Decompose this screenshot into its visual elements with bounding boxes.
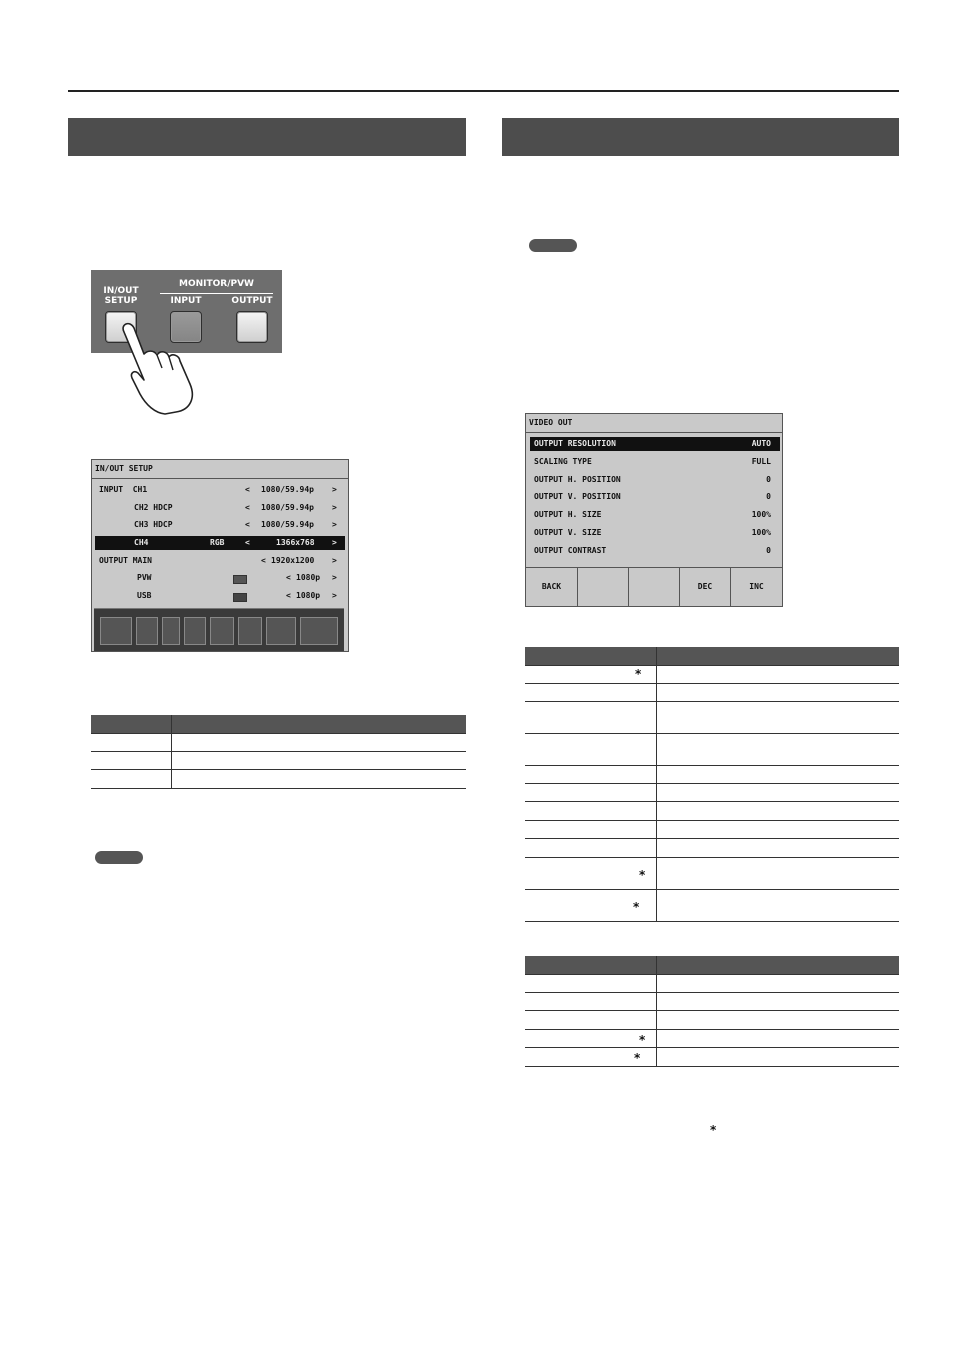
right-table-2-row-line (525, 1047, 899, 1048)
right-table-1-row-line (525, 921, 899, 922)
right-table-1-row-line (525, 820, 899, 821)
video-row-output-h-position[interactable]: OUTPUT H. POSITION 0 (534, 475, 771, 484)
left-table-row-line (91, 751, 466, 752)
video-row-output-v-size[interactable]: OUTPUT V. SIZE 100% (534, 528, 771, 537)
hand-press-icon (110, 310, 210, 415)
video-row-output-h-size[interactable]: OUTPUT H. SIZE 100% (534, 510, 771, 519)
screen-title: VIDEO OUT (526, 414, 782, 433)
asterisk-mark: * (633, 900, 640, 914)
video-row-scaling-type[interactable]: SCALING TYPE FULL (534, 457, 771, 466)
right-table-1-row-line (525, 733, 899, 734)
right-table-2-header (525, 956, 899, 974)
setup-row-output-main[interactable]: OUTPUT MAIN < 1920x1200 > (99, 556, 337, 565)
in-out-setup-label: IN/OUT SETUP (103, 286, 139, 306)
monitor-pvw-divider (160, 293, 273, 294)
left-table-row-line (91, 733, 466, 734)
right-table-1-row-line (525, 665, 899, 666)
video-row-output-v-position[interactable]: OUTPUT V. POSITION 0 (534, 492, 771, 501)
right-table-2-row-line (525, 992, 899, 993)
right-table-2-divider (656, 956, 657, 1066)
rear-panel-image (94, 608, 344, 651)
softkey-blank-2[interactable] (629, 568, 680, 606)
asterisk-mark: * (639, 1033, 646, 1047)
right-table-1-row-line (525, 801, 899, 802)
multiview-icon (233, 575, 247, 584)
right-table-2-row-line (525, 1029, 899, 1030)
setup-row-usb[interactable]: USB < 1080p > (137, 591, 337, 600)
right-table-1-row-line (525, 838, 899, 839)
video-row-output-contrast[interactable]: OUTPUT CONTRAST 0 (534, 546, 771, 555)
left-table-divider (171, 715, 172, 789)
header-rule (68, 90, 899, 92)
right-table-1-row-line (525, 683, 899, 684)
monitor-pvw-label: MONITOR/PVW (179, 279, 254, 289)
left-table-header (91, 715, 466, 733)
right-table-1-header (525, 647, 899, 665)
softkey-back[interactable]: BACK (526, 568, 578, 606)
asterisk-mark: * (635, 667, 642, 681)
right-table-1-row-line (525, 701, 899, 702)
right-table-1-row-line (525, 889, 899, 890)
output-label: OUTPUT (231, 296, 273, 306)
right-table-1-row-line (525, 783, 899, 784)
right-table-2-row-line (525, 1010, 899, 1011)
softkey-inc[interactable]: INC (749, 582, 764, 591)
input-label: INPUT (170, 296, 202, 306)
in-out-setup-screen (91, 459, 349, 652)
left-table-row-line (91, 769, 466, 770)
right-table-2-row-line (525, 1066, 899, 1067)
setup-row-ch4-selected[interactable]: CH4 RGB < 1366x768 > (95, 536, 345, 550)
softkey-bar (526, 567, 782, 606)
video-row-output-resolution[interactable]: OUTPUT RESOLUTION AUTO (530, 437, 780, 451)
softkey-blank-1[interactable] (578, 568, 629, 606)
right-table-2-row-line (525, 974, 899, 975)
setup-row-ch1[interactable]: INPUT CH1 < 1080/59.94p > (99, 485, 337, 494)
asterisk-mark: * (634, 1051, 641, 1065)
softkey-dec[interactable]: DEC (680, 568, 731, 606)
screen-title: IN/OUT SETUP (92, 460, 348, 479)
memo-badge-left (95, 851, 143, 864)
section-heading-bar-left (68, 118, 466, 156)
asterisk-mark: * (639, 868, 646, 882)
section-heading-bar-right (502, 118, 899, 156)
right-table-1-row-line (525, 765, 899, 766)
right-table-1-divider (656, 647, 657, 921)
setup-row-ch3[interactable]: CH3 HDCP < 1080/59.94p > (134, 520, 337, 529)
right-table-1-row-line (525, 857, 899, 858)
single-view-icon (233, 593, 247, 602)
video-out-screen (525, 413, 783, 607)
left-table-row-line (91, 788, 466, 789)
setup-row-pvw[interactable]: PVW < 1080p > (137, 573, 337, 582)
footnote-asterisk: * (710, 1123, 717, 1137)
setup-row-ch2[interactable]: CH2 HDCP < 1080/59.94p > (134, 503, 337, 512)
output-button[interactable] (236, 311, 268, 343)
memo-badge-right (529, 239, 577, 252)
